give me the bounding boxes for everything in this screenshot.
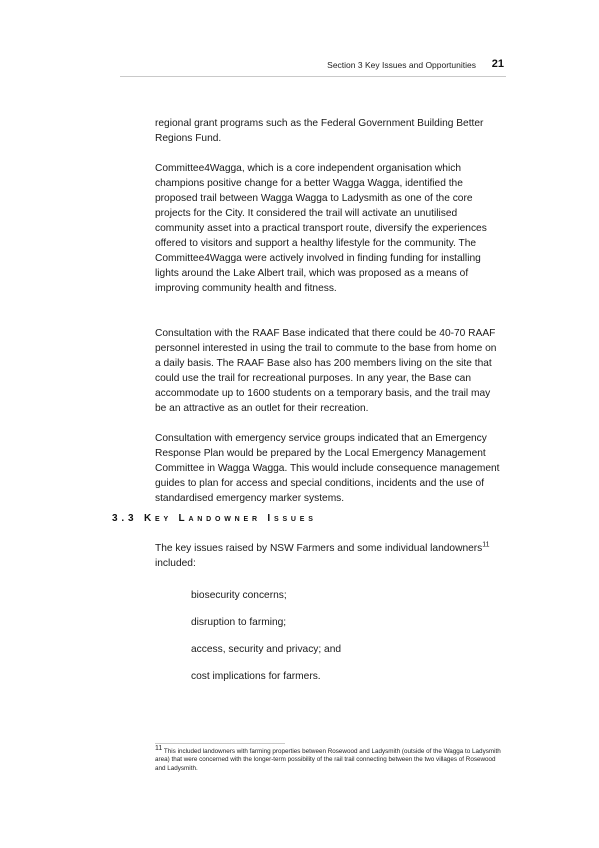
paragraph-raaf-base: Consultation with the RAAF Base indicated that there could be 40-70 RAAF personnel interested in using the trail to commute to the base from home on a daily basis. The RAAF Base also has 200 members living on the site that could use the trail for recreational purposes. In any year, the Base can accommodate up to 1600 students on a temporary basis, and the trail may be an attractive as an outlet for their recreation. <box>155 328 497 414</box>
footnote-text: This included landowners with farming properties between Rosewood and Ladysmith (outside of the Wagga to Ladysmith area) that were concerned with the longer-term possibility of the rail trail connecting between the two villages of Rosewood and Ladysmith. <box>155 748 501 772</box>
paragraph-emergency-services: Consultation with emergency service groups indicated that an Emergency Response Plan would be prepared by the Local Emergency Management Committee in Wagga Wagga. This would include consequence management guides to plan for access and special conditions, incidents and the use of standardised emergency marker systems. <box>155 433 500 504</box>
footnote-reference: 11 <box>482 541 490 549</box>
list-item-biosecurity: biosecurity concerns; <box>191 590 287 601</box>
footnote-divider <box>155 743 285 744</box>
list-item-farming-disruption: disruption to farming; <box>191 617 287 628</box>
paragraph-committee4wagga: Committee4Wagga, which is a core independent organisation which champions positive change for a better Wagga Wagga, identified the proposed trail between Wagga Wagga to Ladysmith as one of the core projects for the City. It considered the trail will activate an unutilised community asset into a practical transport route, diversify the experiences offered to visitors and support a healthy lifestyle for the community. The Committee4Wagga were actively involved in finding funding for installing lights around the Lake Albert trail, which was proposed as a means of improving community health and fitness. <box>155 163 487 294</box>
paragraph-grant-programs: regional grant programs such as the Federal Government Building Better Regions Fund. <box>155 118 484 144</box>
landowner-intro-text: The key issues raised by NSW Farmers and some individual landowners <box>155 543 483 554</box>
list-item-access-security: access, security and privacy; and <box>191 644 342 655</box>
paragraph-landowner-intro <box>155 541 500 571</box>
list-item-cost-implications: cost implications for farmers. <box>191 671 321 682</box>
section-title: Key Landowner Issues <box>144 513 317 524</box>
footnote <box>155 744 505 773</box>
landowner-intro-continuation: included: <box>155 558 196 569</box>
section-heading <box>112 513 317 524</box>
header-section-title: Section 3 Key Issues and Opportunities <box>327 60 476 70</box>
header-divider <box>120 76 506 77</box>
footnote-number: 11 <box>155 744 163 752</box>
section-number: 3.3 <box>112 513 138 524</box>
page-header <box>120 58 506 74</box>
page-number: 21 <box>491 58 504 70</box>
